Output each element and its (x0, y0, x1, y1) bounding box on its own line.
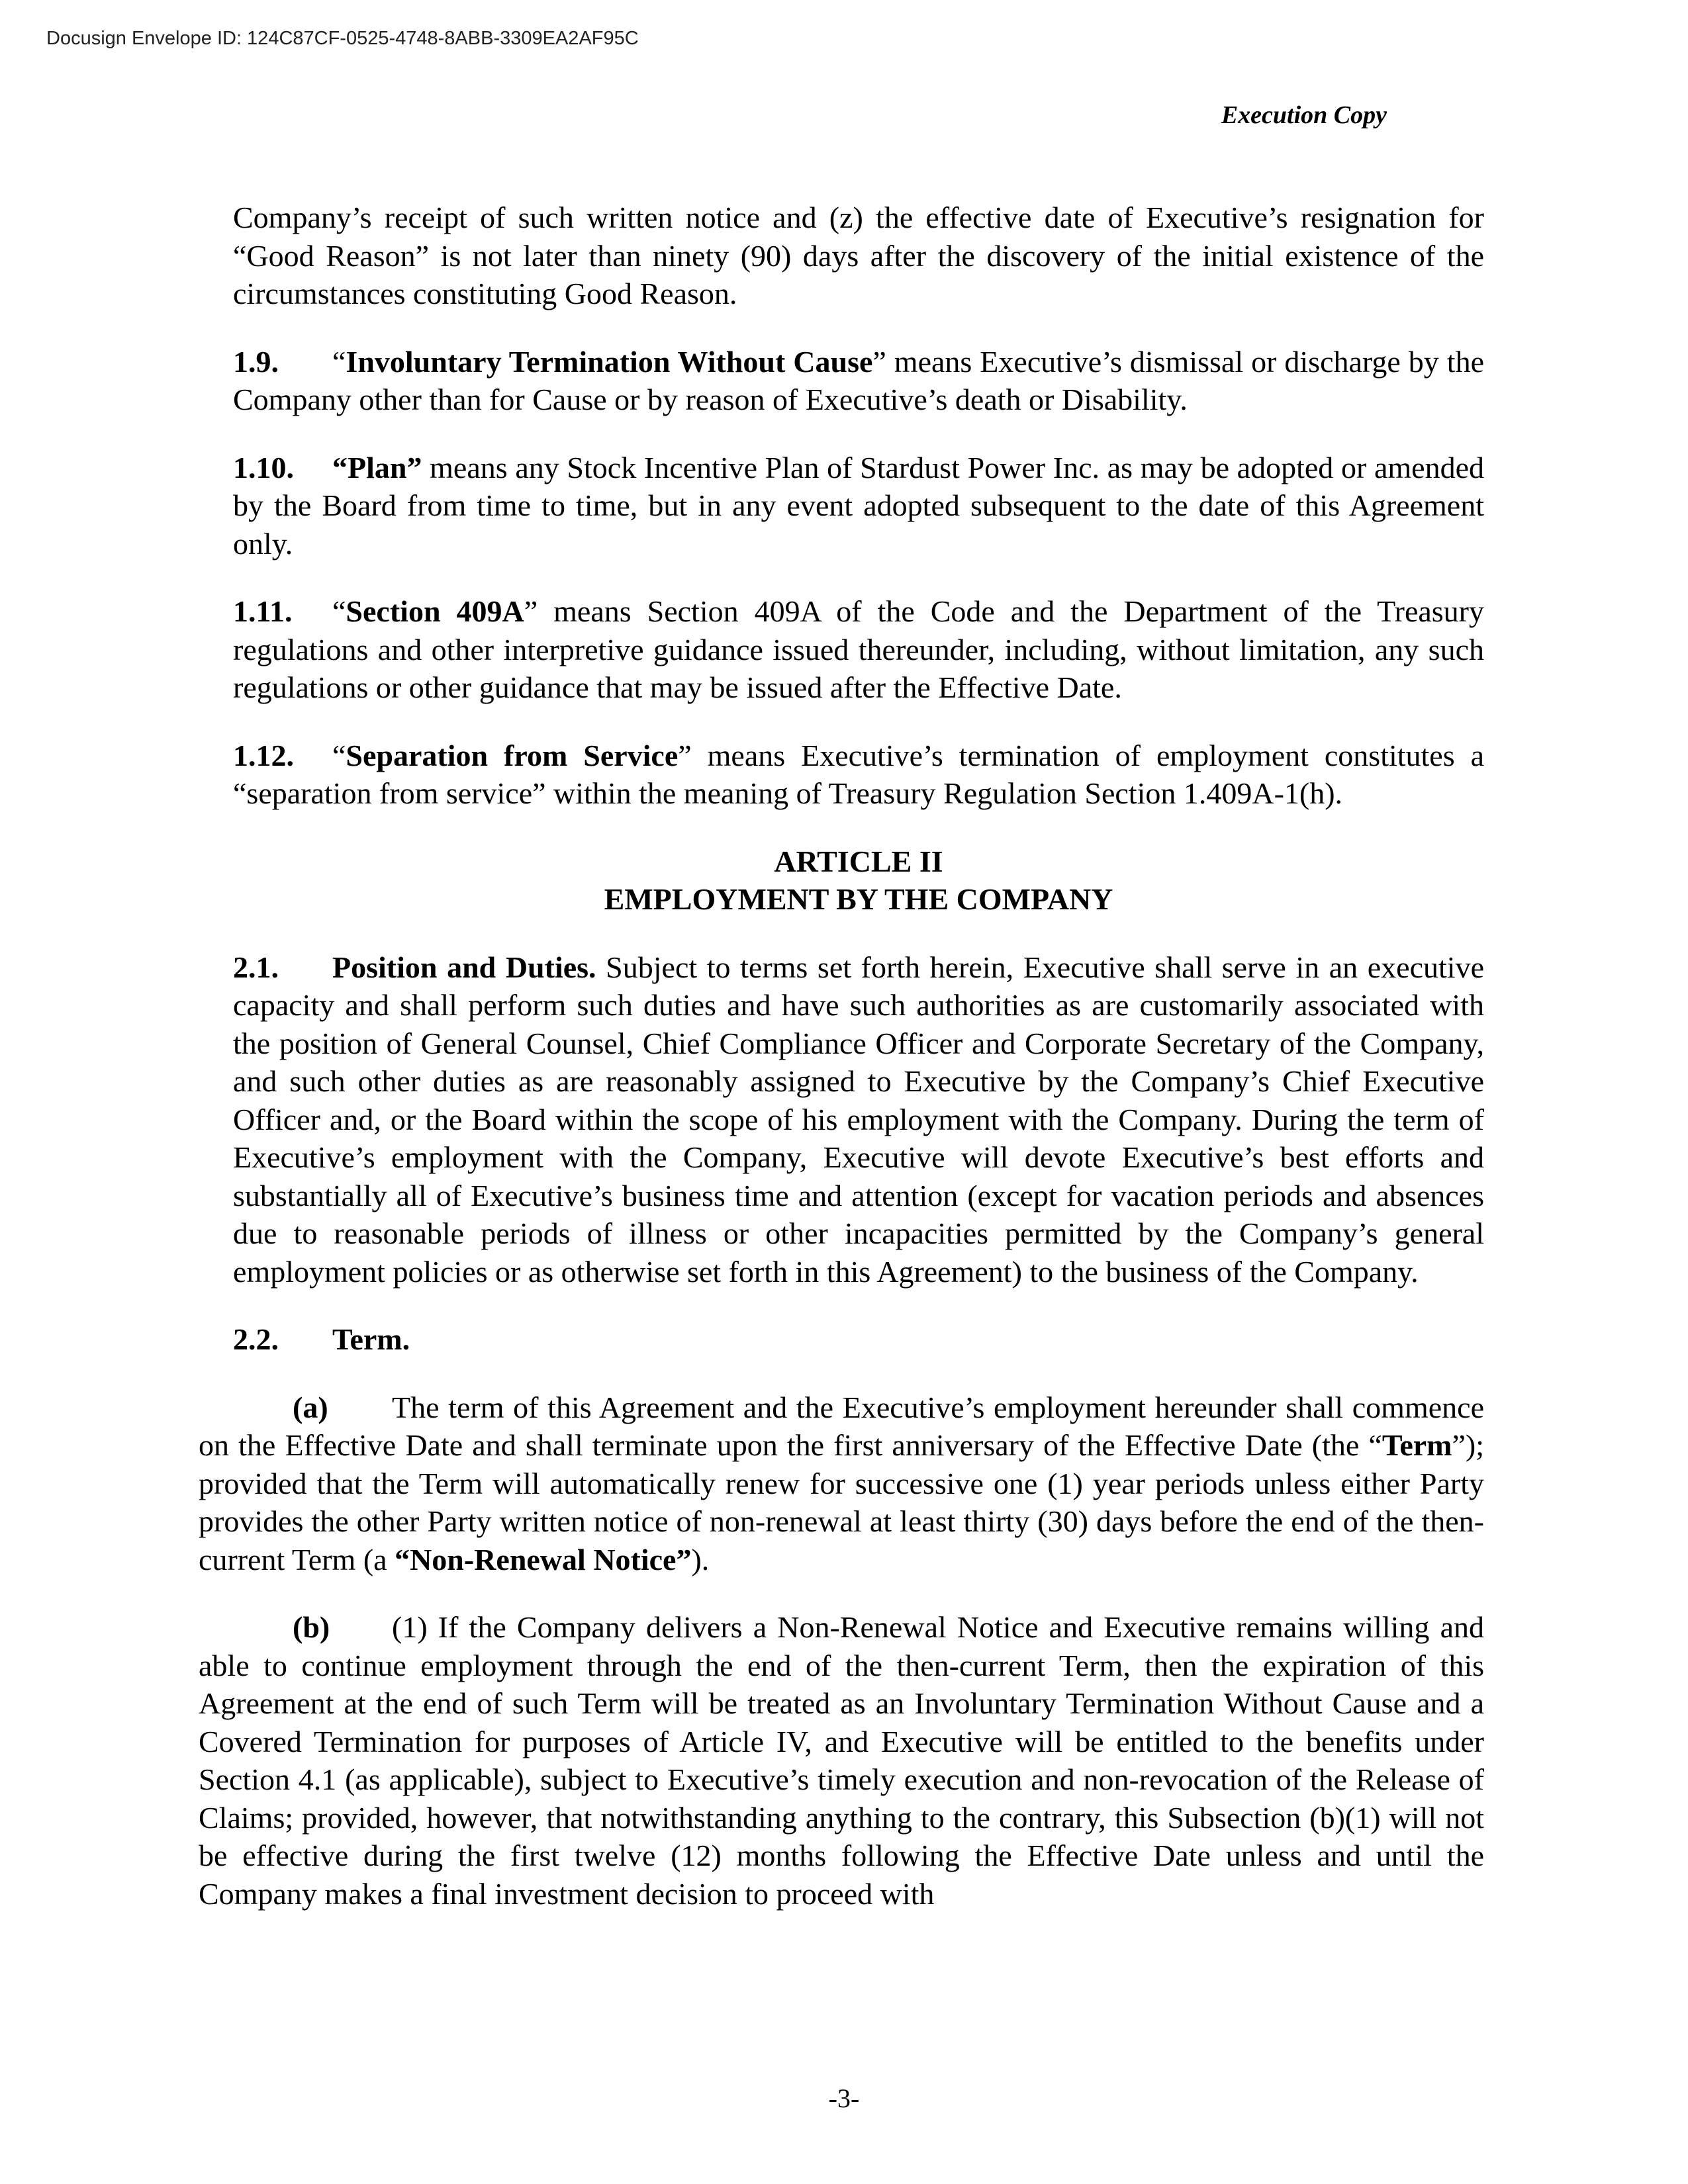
section-number: 1.9. (233, 344, 279, 379)
section-number: 2.2. (233, 1322, 279, 1356)
section-number: 2.1. (233, 950, 279, 984)
subsection-2-2-a: (a) The term of this Agreement and the Executive’s employment hereunder shall commence on the Effective Date and shall terminate upon the first anniversary of the Effective Date (the “Term”); provided that the Term will automatically renew for successive one (1) year periods unless either Party provides the other Party written notice of non-renewal at least thirty (30) days before the end of the then-current Term (a “Non-Renewal Notice”). (199, 1388, 1484, 1579)
defined-term: Involuntary Termination Without Cause (346, 344, 873, 379)
section-heading: Position and Duties. (332, 950, 596, 984)
section-1-10 (233, 449, 1484, 563)
article-title: EMPLOYMENT BY THE COMPANY (604, 882, 1113, 916)
article-heading (233, 842, 1484, 919)
section-heading: Term. (332, 1322, 410, 1356)
execution-copy-label: Execution Copy (1221, 101, 1387, 129)
subsection-label: (b) (293, 1610, 330, 1644)
defined-term: “Plan” (332, 450, 422, 484)
section-text: ” means Executive’s dismissal or discharge by the Company other than for Cause or by reason of Executive’s death or Disability. (233, 344, 1484, 416)
section-text: means any Stock Incentive Plan of Stardust Power Inc. as may be adopted or amended by the Board from time to time, but in any event adopted subsequent to the date of this Agreement only. (233, 450, 1484, 561)
defined-term: Section 409A (346, 594, 524, 628)
article-number: ARTICLE II (774, 844, 943, 878)
page-number: -3- (828, 2083, 860, 2113)
section-number: 1.11. (233, 594, 293, 628)
section-number: 1.12. (233, 738, 294, 772)
document-body (199, 199, 1485, 1913)
section-1-11: 1.11. “Section 409A” means Section 409A of the Code and the Department of the Treasury regulations and other interpretive guidance issued thereunder, including, without limitation, any such regulations or other guidance that may be issued after the Effective Date. (233, 592, 1484, 707)
subsection-text: (1) If the Company delivers a Non-Renewal Notice and Executive remains willing and able to continue employment through the end of the then-current Term, then the expiration of this Agreement at the end of such Term will be treated as an Involuntary Termination Without Cause and a Covered Termination for purposes of Article IV, and Executive will be entitled to the benefits under Section 4.1 (as applicable), subject to Executive’s timely execution and non-revocation of the Release of Claims; provided, however, that notwithstanding anything to the contrary, this Subsection (b)(1) will not be effective during the first twelve (12) months following the Effective Date unless and until the Company makes a final investment decision to proceed with (199, 1610, 1484, 1911)
docusign-envelope-id: Docusign Envelope ID: 124C87CF-0525-4748-8ABB-3309EA2AF95C (46, 28, 639, 49)
section-2-2 (233, 1320, 1484, 1359)
section-2-1 (233, 948, 1484, 1291)
intro-paragraph: Company’s receipt of such written notice and (z) the effective date of Executive’s resignation for “Good Reason” is not later than ninety (90) days after the discovery of the initial existence of the circumstances constituting Good Reason. (233, 201, 1484, 310)
subsection-label: (a) (293, 1390, 328, 1424)
section-text: ” means Executive’s termination of employment constitutes a “separation from service” within the meaning of Treasury Regulation Section 1.409A-1(h). (233, 738, 1485, 810)
subsection-2-2-b (199, 1608, 1484, 1913)
section-1-9: 1.9. “Involuntary Termination Without Cause” means Executive’s dismissal or discharge by the Company other than for Cause or by reason of Executive’s death or Disability. (233, 343, 1484, 419)
defined-term: Separation from Service (346, 738, 679, 772)
section-text: Subject to terms set forth herein, Executive shall serve in an executive capacity and shall perform such duties and have such authorities as are customarily associated with the position of General Counsel, Chief Compliance Officer and Corporate Secretary of the Company, and such other duties as are reasonably assigned to Executive by the Company’s Chief Executive Officer and, or the Board within the scope of his employment with the Company. During the term of Executive’s employment with the Company, Executive will devote Executive’s best efforts and substantially all of Executive’s business time and attention (except for vacation periods and absences due to reasonable periods of illness or other incapacities permitted by the Company’s general employment policies or as otherwise set forth in this Agreement) to the business of the Company. (233, 950, 1484, 1289)
section-1-12: 1.12. “Separation from Service” means Executive’s termination of employment constitutes a “separation from service” within the meaning of Treasury Regulation Section 1.409A-1(h). (233, 737, 1484, 813)
section-text: ” means Section 409A of the Code and the Department of the Treasury regulations and other interpretive guidance issued thereunder, including, without limitation, any such regulations or other guidance that may be issued after the Effective Date. (233, 594, 1484, 704)
section-number: 1.10. (233, 450, 294, 484)
